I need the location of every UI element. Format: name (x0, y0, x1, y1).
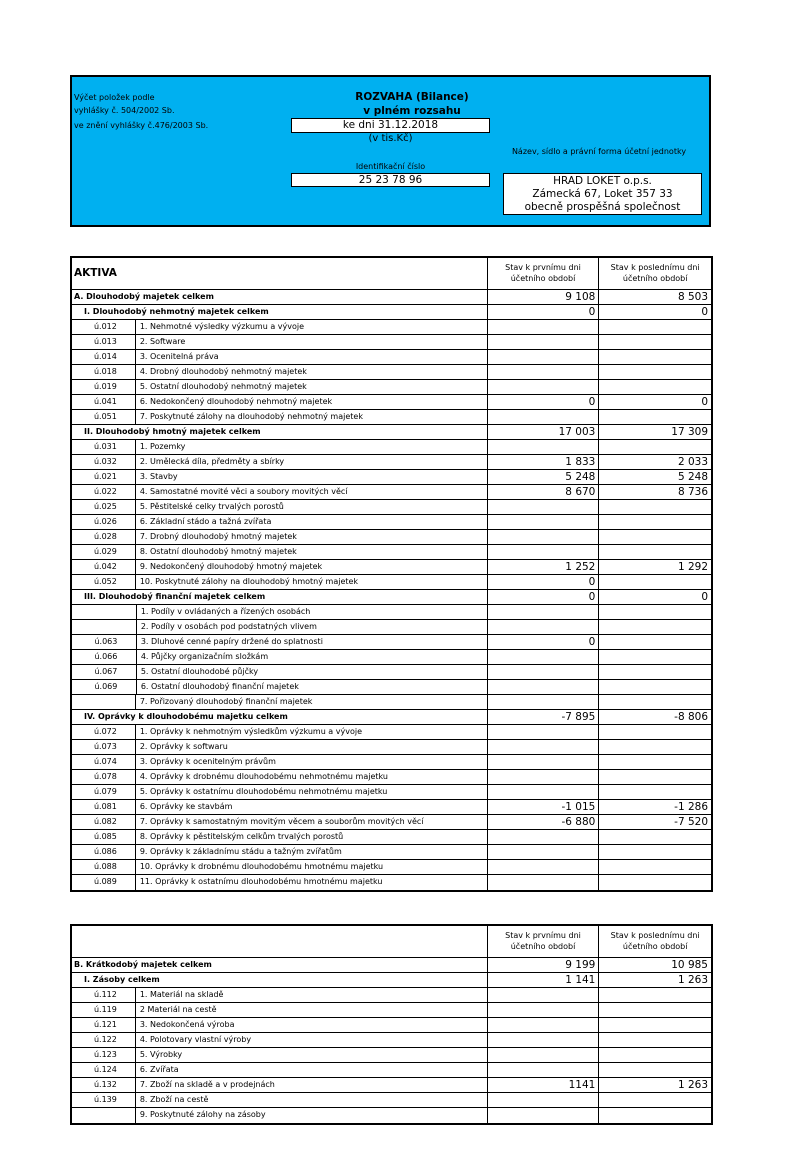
value-first-day (488, 680, 600, 694)
value-first-day (488, 320, 600, 334)
col-first-header-2 (488, 926, 600, 957)
item-label: 7. Poskytnuté zálohy na dlouhodobý nehmotný majetek (136, 410, 488, 424)
table-row (72, 650, 711, 665)
account-code: ú.085 (72, 830, 136, 844)
account-code (72, 695, 136, 709)
value-last-day (599, 320, 711, 334)
value-first-day (488, 1018, 600, 1032)
value-first-day (488, 988, 600, 1002)
item-label: 1. Podíly v ovládaných a řízených osobách (136, 605, 488, 619)
item-label: 4. Polotovary vlastní výroby (136, 1033, 488, 1047)
value-first-day: 0 (488, 635, 600, 649)
value-first-day (488, 500, 600, 514)
value-last-day (599, 1108, 711, 1123)
table-row (72, 695, 711, 710)
table-row (72, 590, 711, 605)
item-label: 5. Pěstitelské celky trvalých porostů (136, 500, 488, 514)
value-first-day (488, 1048, 600, 1062)
value-first-day (488, 1003, 600, 1017)
value-last-day (599, 635, 711, 649)
account-code: ú.025 (72, 500, 136, 514)
item-label: 2 Materiál na cestě (136, 1003, 488, 1017)
value-last-day (599, 740, 711, 754)
item-label: 7. Pořizovaný dlouhodobý finanční majetek (136, 695, 488, 709)
item-label: 2. Oprávky k softwaru (136, 740, 488, 754)
table-row (72, 785, 711, 800)
item-label: 4. Drobný dlouhodobý nehmotný majetek (136, 365, 488, 379)
table-row (72, 485, 711, 500)
value-last-day (599, 785, 711, 799)
value-last-day (599, 695, 711, 709)
account-code: ú.063 (94, 637, 118, 646)
value-last-day: 8 503 (677, 291, 708, 303)
item-label: 7. Zboží na skladě a v prodejnách (136, 1078, 488, 1092)
entity-box (503, 173, 702, 215)
item-label: 1. Materiál na skladě (136, 988, 488, 1002)
report-header (70, 75, 711, 227)
account-code: ú.082 (72, 815, 136, 829)
value-last-day: 0 (701, 396, 709, 408)
account-code: ú.124 (72, 1063, 136, 1077)
item-label: 2. Software (136, 335, 488, 349)
item-label: 6. Oprávky ke stavbám (136, 800, 488, 814)
table-row (72, 1003, 711, 1018)
value-last-day (599, 1033, 711, 1047)
value-first-day: -7 895 (488, 710, 600, 724)
table-row (72, 680, 711, 695)
table-row (72, 725, 711, 740)
value-last-day: -1 286 (674, 801, 709, 813)
value-first-day: 17 003 (488, 425, 600, 439)
col-last-line2-2: účetního období (622, 942, 688, 951)
value-first-day (488, 740, 600, 754)
value-first-day (488, 365, 600, 379)
value-last-day (599, 350, 711, 364)
account-code (72, 620, 136, 634)
account-code: ú.019 (72, 380, 136, 394)
value-last-day (599, 755, 711, 769)
table-row (72, 530, 711, 545)
table-row (72, 410, 711, 425)
table-row (72, 1078, 711, 1093)
table-row (72, 380, 711, 395)
value-last-day (599, 440, 711, 454)
value-first-day: 9 108 (488, 290, 600, 304)
value-first-day (488, 695, 600, 709)
account-code: ú.112 (72, 988, 136, 1002)
account-code: ú.123 (72, 1048, 136, 1062)
value-first-day: 1 833 (488, 455, 600, 469)
account-code: ú.031 (72, 440, 136, 454)
kratkodoby-header-row (72, 926, 711, 958)
value-first-day: 1 141 (488, 973, 600, 987)
value-first-day: 0 (488, 590, 600, 604)
value-first-day (488, 665, 600, 679)
account-code: ú.139 (72, 1093, 136, 1107)
account-code: ú.073 (72, 740, 136, 754)
value-last-day (599, 988, 711, 1002)
item-label: 7. Oprávky k samostatným movitým věcem a souborům movitých věcí (136, 815, 488, 829)
table-row (72, 470, 711, 485)
value-last-day (599, 380, 711, 394)
account-code: ú.018 (72, 365, 136, 379)
value-first-day (488, 1033, 600, 1047)
value-last-day (599, 830, 711, 844)
value-last-day: 0 (701, 591, 709, 603)
item-label: 1. Nehmotné výsledky výzkumu a vývoje (136, 320, 488, 334)
value-first-day (488, 1063, 600, 1077)
value-last-day (599, 1003, 711, 1017)
value-last-day (599, 410, 711, 424)
table-row (72, 958, 711, 973)
table-row (72, 1048, 711, 1063)
account-code: ú.122 (72, 1033, 136, 1047)
item-label: 3. Stavby (136, 470, 488, 484)
account-code: ú.051 (72, 410, 136, 424)
value-first-day: 1 252 (488, 560, 600, 574)
item-label: 8. Ostatní dlouhodobý hmotný majetek (136, 545, 488, 559)
account-code: ú.074 (72, 755, 136, 769)
value-first-day: 1141 (488, 1078, 600, 1092)
account-code: ú.042 (72, 560, 136, 574)
item-label: 5. Ostatní dlouhodobý nehmotný majetek (136, 380, 488, 394)
value-last-day (599, 845, 711, 859)
aktiva-header-row (72, 258, 711, 290)
id-label: Identifikační číslo (355, 162, 426, 171)
table-row (72, 1018, 711, 1033)
table-row (72, 335, 711, 350)
item-label: 5. Oprávky k ostatnímu dlouhodobému nehmotnému majetku (136, 785, 488, 799)
value-last-day: 5 248 (677, 471, 709, 483)
subgroup-label: III. Dlouhodobý finanční majetek celkem (72, 590, 488, 604)
table-row (72, 305, 711, 320)
table-row (72, 575, 711, 590)
table-row (72, 395, 711, 410)
item-label: 4. Oprávky k drobnému dlouhodobému nehmotnému majetku (136, 770, 488, 784)
table-row (72, 620, 711, 635)
table-row (72, 1033, 711, 1048)
account-code: ú.041 (72, 395, 136, 409)
value-last-day: 2 033 (677, 456, 709, 468)
value-first-day (488, 1093, 600, 1107)
table-row (72, 350, 711, 365)
value-last-day (599, 530, 711, 544)
value-last-day (599, 1093, 711, 1107)
value-last-day: 0 (701, 306, 709, 318)
item-label: 3. Dluhové cenné papíry držené do splatnosti (136, 635, 488, 649)
item-label: 6. Zvířata (136, 1063, 488, 1077)
entity-name: HRAD LOKET o.p.s. (553, 175, 652, 187)
account-code: ú.132 (72, 1078, 136, 1092)
report-units: (v tis.Kč) (368, 133, 413, 144)
table-row (72, 710, 711, 725)
account-code: ú.021 (72, 470, 136, 484)
table-row (72, 875, 711, 890)
item-label: 1. Oprávky k nehmotným výsledkům výzkumu a vývoje (136, 725, 488, 739)
table-row (72, 665, 711, 680)
item-label: 1. Pozemky (136, 440, 488, 454)
account-code: ú.026 (72, 515, 136, 529)
value-last-day: -8 806 (674, 711, 709, 723)
value-last-day (599, 1063, 711, 1077)
value-last-day: 1 292 (677, 561, 709, 573)
table-row (72, 860, 711, 875)
value-first-day (488, 650, 600, 664)
value-last-day (599, 680, 711, 694)
item-label: 5. Ostatní dlouhodobé půjčky (136, 665, 488, 679)
entity-address: Zámecká 67, Loket 357 33 (532, 188, 673, 200)
account-code: ú.052 (72, 575, 136, 589)
table-row (72, 290, 711, 305)
value-last-day: 1 263 (677, 1079, 709, 1091)
value-first-day: 5 248 (488, 470, 600, 484)
col-first-line2-2: účetního období (510, 942, 576, 951)
table-row (72, 500, 711, 515)
value-first-day (488, 770, 600, 784)
table-row (72, 1093, 711, 1108)
col-last-line2: účetního období (622, 274, 688, 283)
col-first-line1-2: Stav k prvnímu dni (505, 931, 581, 940)
value-last-day (599, 725, 711, 739)
value-last-day (599, 620, 711, 634)
account-code (72, 605, 136, 619)
item-label: 4. Půjčky organizačním složkám (136, 650, 488, 664)
table-row (72, 973, 711, 988)
value-last-day (599, 515, 711, 529)
subgroup-label: I. Zásoby celkem (72, 973, 488, 987)
value-first-day (488, 335, 600, 349)
account-code: ú.012 (72, 320, 136, 334)
account-code: ú.014 (72, 350, 136, 364)
account-code: ú.066 (94, 652, 118, 661)
value-first-day (488, 620, 600, 634)
table-row (72, 770, 711, 785)
table-row (72, 560, 711, 575)
value-first-day (488, 860, 600, 874)
value-last-day: 17 309 (671, 426, 709, 438)
item-label: 9. Oprávky k základnímu stádu a tažným zvířatům (136, 845, 488, 859)
table-row (72, 635, 711, 650)
item-label: 6. Základní stádo a tažná zvířata (136, 515, 488, 529)
item-label: 3. Nedokončená výroba (136, 1018, 488, 1032)
aktiva-title: AKTIVA (72, 258, 488, 289)
account-code: ú.022 (72, 485, 136, 499)
account-code: ú.089 (72, 875, 136, 890)
aktiva-table (70, 256, 713, 892)
value-last-day (599, 365, 711, 379)
value-last-day (599, 575, 711, 589)
col-last-header-2 (599, 926, 711, 957)
group-label: A. Dlouhodobý majetek celkem (72, 290, 488, 304)
item-label: 10. Oprávky k drobnému dlouhodobému hmotnému majetku (136, 860, 488, 874)
account-code: ú.069 (94, 682, 118, 691)
account-code: ú.088 (72, 860, 136, 874)
value-last-day (599, 335, 711, 349)
account-code: ú.078 (72, 770, 136, 784)
account-code: ú.121 (72, 1018, 136, 1032)
value-last-day (599, 770, 711, 784)
table-row (72, 800, 711, 815)
col-first-header (488, 258, 600, 289)
item-label: 3. Ocenitelná práva (136, 350, 488, 364)
value-last-day (599, 665, 711, 679)
table-row (72, 1063, 711, 1078)
report-date: ke dni 31.12.2018 (291, 118, 490, 133)
value-last-day: -7 520 (674, 816, 709, 828)
value-first-day (488, 350, 600, 364)
item-label: 2. Podíly v osobách pod podstatných vlivem (136, 620, 488, 634)
table-row (72, 755, 711, 770)
value-last-day: 10 985 (671, 959, 708, 971)
col-first-line2: účetního období (510, 274, 576, 283)
table-row (72, 545, 711, 560)
aktiva-rows (72, 290, 711, 890)
item-label: 7. Drobný dlouhodobý hmotný majetek (136, 530, 488, 544)
item-label: 4. Samostatné movité věci a soubory movitých věcí (136, 485, 488, 499)
legal-basis-line-3: ve znění vyhlášky č.476/2003 Sb. (74, 121, 209, 130)
table-row (72, 425, 711, 440)
item-label: 6. Ostatní dlouhodobý finanční majetek (136, 680, 488, 694)
value-last-day (599, 1048, 711, 1062)
col-last-line1: Stav k poslednímu dni (610, 263, 700, 272)
table-row (72, 320, 711, 335)
value-first-day (488, 725, 600, 739)
value-first-day: 0 (488, 575, 600, 589)
kratkodoby-title-cell (72, 926, 488, 957)
report-title: ROZVAHA (Bilance) (355, 91, 469, 103)
table-row (72, 1108, 711, 1123)
col-first-line1: Stav k prvnímu dni (505, 263, 581, 272)
value-last-day (599, 860, 711, 874)
value-first-day (488, 1108, 600, 1123)
legal-basis-line-2: vyhlášky č. 504/2002 Sb. (74, 106, 175, 115)
account-code: ú.086 (72, 845, 136, 859)
value-first-day (488, 530, 600, 544)
value-first-day: 0 (488, 305, 600, 319)
value-last-day: 1 263 (677, 974, 709, 986)
table-row (72, 440, 711, 455)
table-row (72, 605, 711, 620)
value-first-day (488, 755, 600, 769)
value-first-day: 0 (488, 395, 600, 409)
table-row (72, 365, 711, 380)
value-last-day (599, 875, 711, 890)
item-label: 11. Oprávky k ostatnímu dlouhodobému hmotnému majetku (136, 875, 488, 890)
kratkodoby-table (70, 924, 713, 1125)
item-label: 9. Nedokončený dlouhodobý hmotný majetek (136, 560, 488, 574)
value-first-day: -1 015 (488, 800, 600, 814)
account-code (72, 1108, 136, 1123)
value-first-day (488, 440, 600, 454)
value-last-day (599, 650, 711, 664)
value-first-day (488, 515, 600, 529)
value-last-day (599, 1018, 711, 1032)
value-last-day (599, 545, 711, 559)
table-row (72, 740, 711, 755)
account-code: ú.079 (72, 785, 136, 799)
table-row (72, 515, 711, 530)
account-code: ú.081 (72, 800, 136, 814)
value-first-day: -6 880 (488, 815, 600, 829)
table-row (72, 455, 711, 470)
value-first-day: 8 670 (488, 485, 600, 499)
subgroup-label: IV. Oprávky k dlouhodobému majetku celkem (72, 710, 488, 724)
value-first-day (488, 545, 600, 559)
account-code: ú.119 (72, 1003, 136, 1017)
kratkodoby-rows (72, 958, 711, 1123)
account-code: ú.029 (72, 545, 136, 559)
table-row (72, 845, 711, 860)
item-label: 2. Umělecká díla, předměty a sbírky (136, 455, 488, 469)
value-first-day (488, 845, 600, 859)
subgroup-label: I. Dlouhodobý nehmotný majetek celkem (72, 305, 488, 319)
value-first-day (488, 875, 600, 890)
account-code: ú.028 (72, 530, 136, 544)
value-first-day: 9 199 (488, 958, 600, 972)
item-label: 5. Výrobky (136, 1048, 488, 1062)
value-last-day (599, 605, 711, 619)
account-code: ú.032 (72, 455, 136, 469)
account-code: ú.067 (94, 667, 118, 676)
entity-form: obecně prospěšná společnost (524, 201, 681, 213)
value-last-day (599, 500, 711, 514)
table-row (72, 988, 711, 1003)
value-first-day (488, 605, 600, 619)
value-first-day (488, 380, 600, 394)
account-code: ú.013 (72, 335, 136, 349)
report-subtitle: v plném rozsahu (363, 105, 461, 117)
item-label: 10. Poskytnuté zálohy na dlouhodobý hmotný majetek (136, 575, 488, 589)
id-value: 25 23 78 96 (291, 173, 490, 187)
account-code: ú.072 (72, 725, 136, 739)
table-row (72, 830, 711, 845)
value-first-day (488, 785, 600, 799)
table-row (72, 815, 711, 830)
value-first-day (488, 830, 600, 844)
item-label: 8. Zboží na cestě (136, 1093, 488, 1107)
entity-label: Název, sídlo a právní forma účetní jednotky (511, 147, 687, 156)
item-label: 8. Oprávky k pěstitelským celkům trvalých porostů (136, 830, 488, 844)
item-label: 9. Poskytnuté zálohy na zásoby (136, 1108, 488, 1123)
item-label: 6. Nedokončený dlouhodobý nehmotný majetek (136, 395, 488, 409)
col-last-header (599, 258, 711, 289)
col-last-line1-2: Stav k poslednímu dni (610, 931, 700, 940)
legal-basis-line-1: Výčet položek podle (74, 93, 155, 102)
item-label: 3. Oprávky k ocenitelným právům (136, 755, 488, 769)
group-label: B. Krátkodobý majetek celkem (72, 958, 488, 972)
value-first-day (488, 410, 600, 424)
value-last-day: 8 736 (677, 486, 709, 498)
subgroup-label: II. Dlouhodobý hmotný majetek celkem (72, 425, 488, 439)
